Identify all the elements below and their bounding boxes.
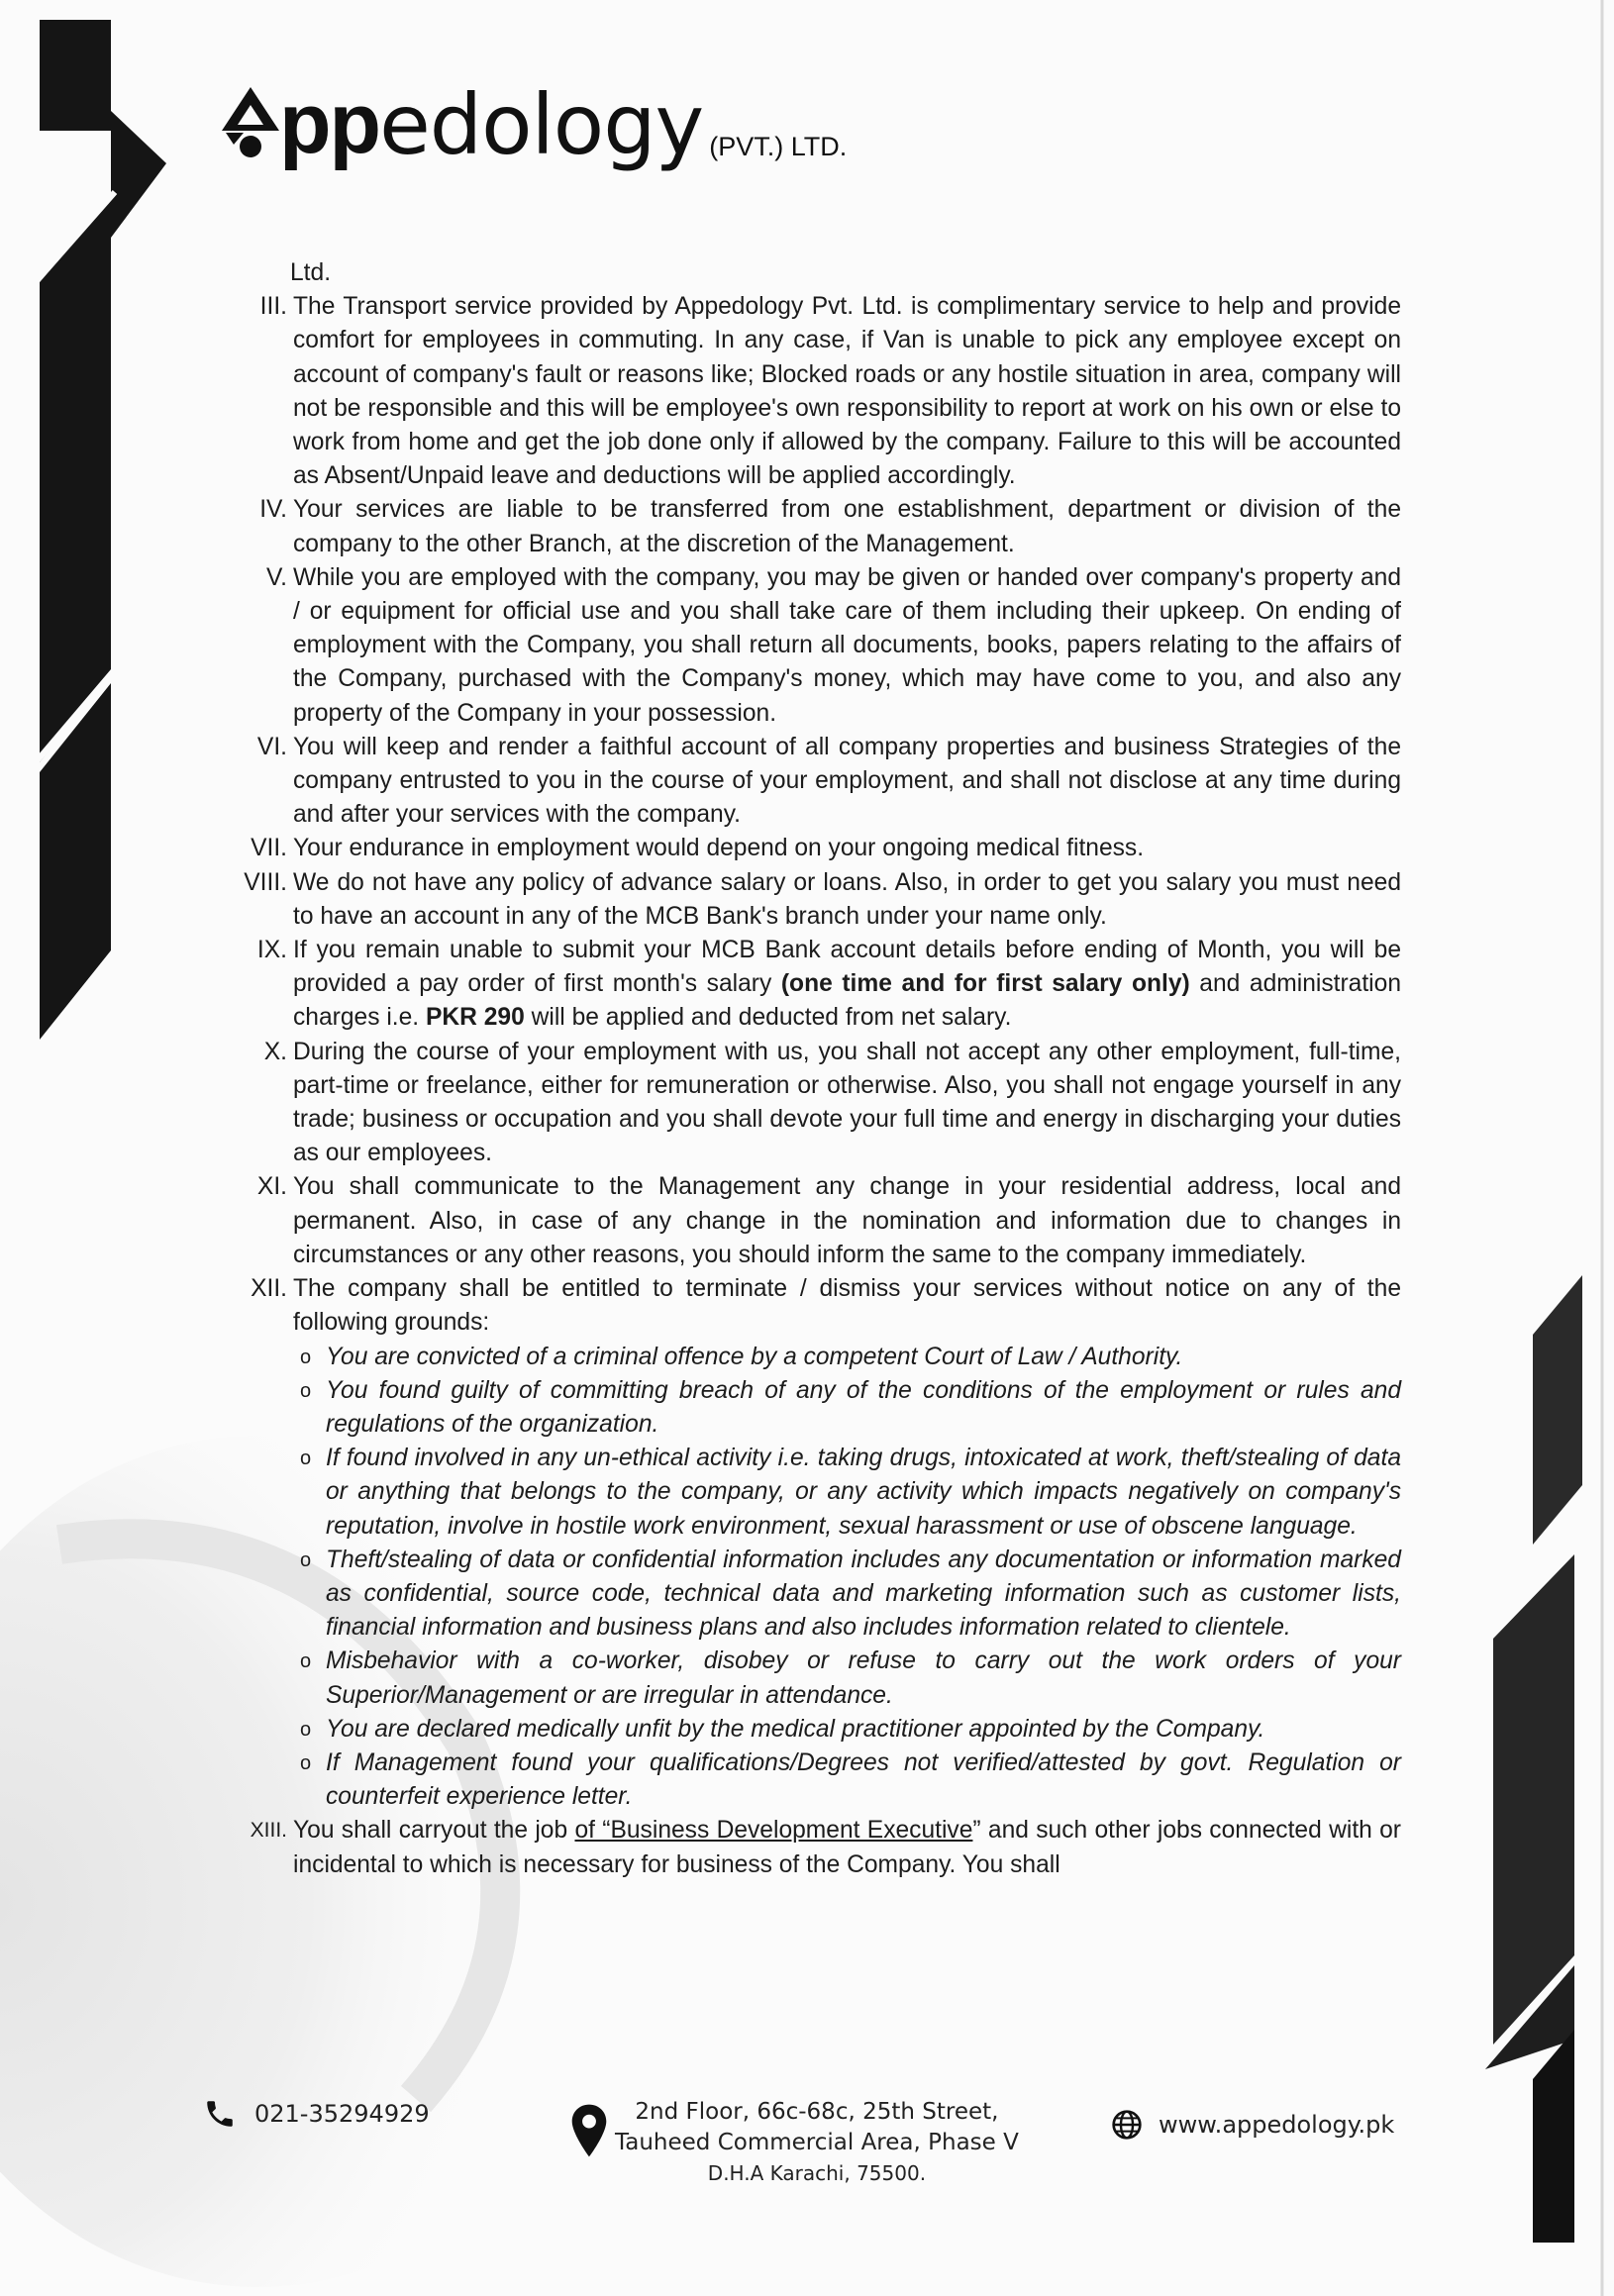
bullet: o [300,1718,312,1741]
clause-number: V. [266,563,287,591]
bullet: o [300,1548,312,1571]
address-block [615,2097,1019,2189]
clause-xi [231,1170,1401,1272]
ground-text: You found guilty of committing breach of any of the conditions of the employment or rules and regulations of the organization. [326,1376,1401,1438]
address-line-1: 2nd Floor, 66c-68c, 25th Street, [635,2099,999,2125]
clause-text-part: If you remain unable to submit your MCB Bank account details before ending of Month, you will be provided a pay order of first month's salary [293,937,1401,998]
bullet: o [300,1447,312,1470]
list-item [300,1645,1401,1712]
right-band-bottom [1533,2030,1574,2243]
company-logo [220,76,848,173]
right-band-top [1533,1275,1582,1545]
phone-icon [203,2097,237,2131]
clause-number: IV. [259,496,287,524]
clause-iv [231,493,1401,560]
bullet: o [300,1379,312,1402]
clause-text-part: You shall carryout the job [293,1817,575,1845]
clause-text: During the course of your employment with us, you shall not accept any other employment, full-time, part-time or freelance, either for remuneration or otherwise. Also, you shall not engage yourself in any trade; business or occupation and you shall devote your full time and energy in discharging your duties as our employees. [293,1038,1401,1167]
clause-number: XII. [251,1275,287,1303]
ground-text: Misbehavior with a co-worker, disobey or refuse to carry out the work orders of your Superior/Management or are irregular in attendance. [326,1647,1401,1709]
document-body [231,256,1401,1882]
bullet: o [300,1751,312,1774]
clause-text: You will keep and render a faithful account of all company properties and business Strategies of the company entrusted to you in the course of your employment, and shall not disclose at any time during and after your services with the company. [293,733,1401,829]
clause-text [293,1814,1401,1881]
ground-text: You are declared medically unfit by the medical practitioner appointed by the Company. [326,1715,1265,1743]
clause-x [231,1036,1401,1171]
left-band-top [40,20,111,131]
clause-v [231,561,1401,731]
bullet: o [300,1346,312,1368]
footer-address [569,2097,1019,2189]
job-title-underlined: of “Business Development Executive [574,1817,973,1845]
logo-text-pp: pp [279,76,380,171]
clause-xiii [231,1814,1401,1881]
website-url[interactable]: www.appedology.pk [1159,2111,1395,2139]
clause-bold-amount: PKR 290 [425,1004,525,1032]
continued-text: Ltd. [290,259,332,286]
ground-text: If found involved in any un-ethical activity i.e. taking drugs, intoxicated at work, theft/stealing of data or anything that belongs to the company, or any activity which impacts negatively on company's reputation, involve in hostile work environment, sexual harassment or use of obscene language. [326,1445,1401,1540]
clause-text: Your services are liable to be transferred from one establishment, department or division of the company to the other Branch, at the discretion of the Management. [293,496,1401,557]
clause-xii [231,1272,1401,1340]
clause-text: The company shall be entitled to terminate / dismiss your services without notice on any of the following grounds: [293,1275,1401,1337]
globe-icon [1111,2109,1143,2141]
list-item [300,1374,1401,1442]
termination-grounds-list [231,1341,1401,1815]
ground-text: Theft/stealing of data or confidential information includes any documentation or information marked as confidential, source code, technical data and marketing information such as customer lists, financial information and business plans and also includes information related to clientele. [326,1546,1401,1642]
clause-number: III. [259,293,287,321]
appedology-logo-icon [220,85,281,166]
address-line-3: D.H.A Karachi, 75500. [707,2161,927,2185]
logo-text-rest: edology [379,76,704,173]
ground-text: If Management found your qualifications/Degrees not verified/attested by govt. Regulation or counterfeit experience letter. [326,1748,1401,1811]
clause-number: XIII. [250,1819,287,1843]
clause-text: The Transport service provided by Appedology Pvt. Ltd. is complimentary service to help and provide comfort for employees in commuting. In any case, if Van is unable to pick any employee except on account of company's fault or reasons like; Blocked roads or any hostile situation in area, company will not be responsible and this will be employee's own responsibility to report at work on his own or else to work from home and get the job done only if allowed by the company. Failure to this will be accounted as Absent/Unpaid leave and deductions will be applied accordingly. [293,293,1401,490]
footer-phone [203,2097,430,2131]
phone-number: 021-35294929 [254,2100,430,2128]
clause-text: You shall communicate to the Management any change in your residential address, local and permanent. Also, in case of any change in the nomination and information due to changes in circumstances or any other reasons, you should inform the same to the company immediately. [293,1173,1401,1268]
clause-text-part: and administration charges i.e. [293,970,1401,1032]
bullet: o [300,1650,312,1673]
clause-iii [231,290,1401,493]
left-band-arrow [111,111,166,238]
clause-viii [231,866,1401,934]
right-band-mid [1493,1554,1574,2045]
ground-text: You are convicted of a criminal offence by a competent Court of Law / Authority. [326,1343,1183,1370]
location-pin-icon [569,2103,609,2158]
logo-suffix: (PVT.) LTD. [709,132,848,161]
footer-website [1111,2109,1394,2141]
list-item [300,1747,1401,1814]
clause-vii [231,832,1401,865]
clause-number: VII. [251,835,287,862]
list-item [300,1713,1401,1747]
clause-text [293,934,1401,1036]
clause-text: While you are employed with the company, you may be given or handed over company's property and / or equipment for official use and you shall take care of them including their upkeep. On ending of employment with the Company, you shall return all documents, books, papers relating to the affairs of the Company, purchased with the Company's money, which may have come to you, and also any property of the Company in your possession. [293,563,1401,727]
clause-number: XI. [256,1173,287,1201]
clause-text: We do not have any policy of advance salary or loans. Also, in order to get you salary you must need to have an account in any of the MCB Bank's branch under your name only. [293,868,1401,930]
clause-number: IX. [256,937,287,964]
list-item [300,1442,1401,1544]
clause-text-part: will be applied and deducted from net salary. [524,1004,1012,1032]
list-item [300,1544,1401,1646]
list-item [300,1341,1401,1374]
clause-ix [231,934,1401,1036]
clause-bold-text: (one time and for first salary only) [780,970,1190,998]
address-line-2: Tauheed Commercial Area, Phase V [615,2130,1019,2155]
clause-number: VI. [256,733,287,760]
clause-vi [231,731,1401,833]
clause-number: X. [263,1038,287,1065]
left-band-upper [40,198,111,762]
clause-text-part: ” and such other jobs connected with or incidental to which is necessary for business of the Company. You shall [293,1817,1401,1878]
clause-text: Your endurance in employment would depend on your ongoing medical fitness. [293,835,1145,862]
clause-number: VIII. [244,868,287,896]
